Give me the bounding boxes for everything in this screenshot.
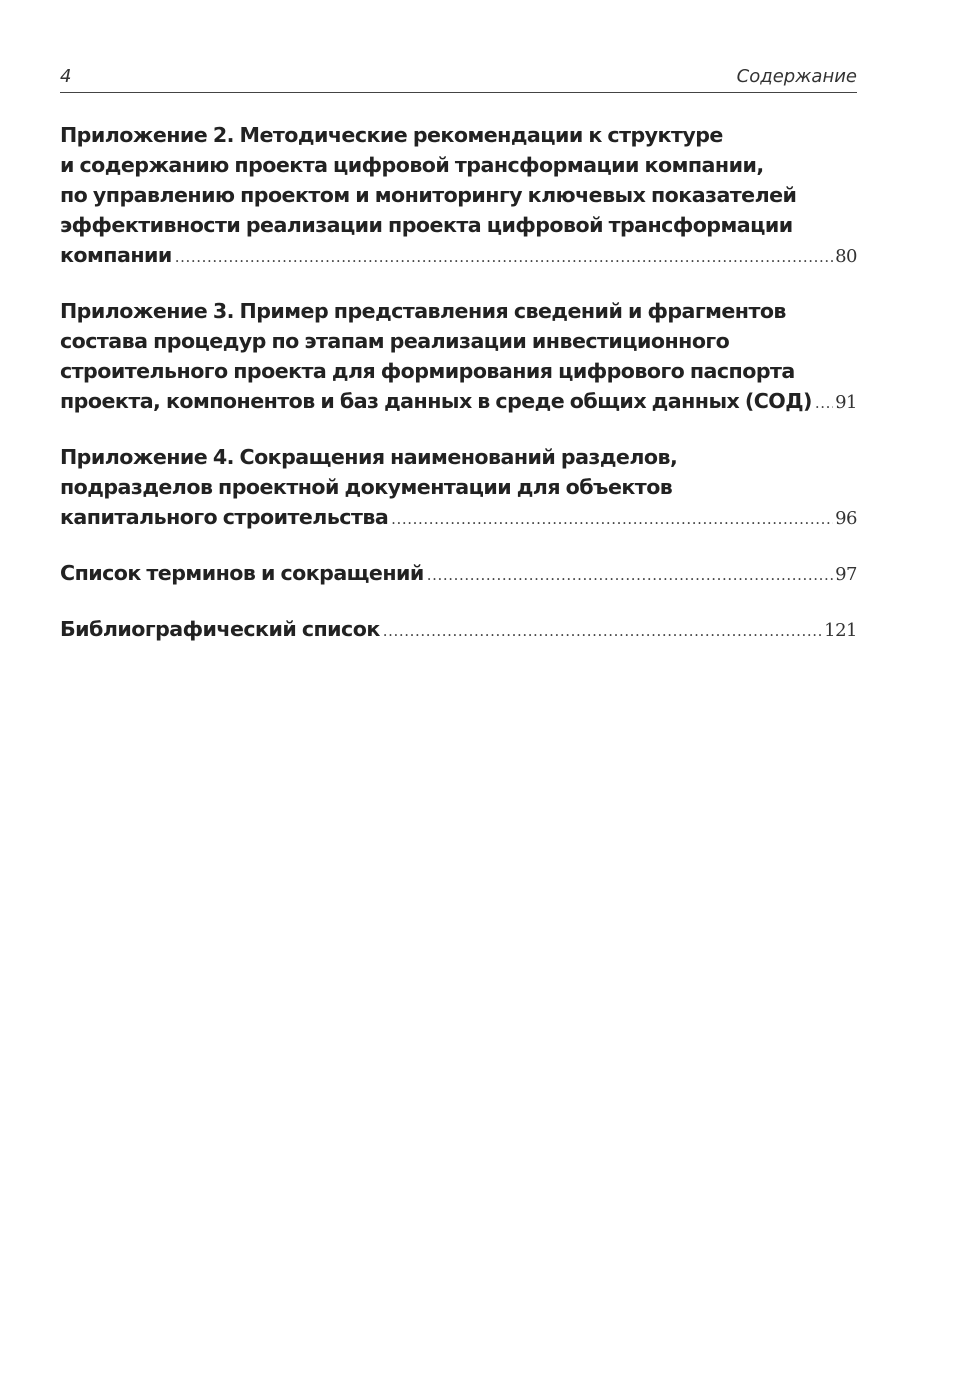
- toc-page-number: 97: [835, 564, 857, 585]
- toc-entry-appendix-2[interactable]: [60, 120, 857, 272]
- toc-entry-title-end: проекта, компонентов и баз данных в среде общих данных (СОД): [60, 389, 812, 413]
- toc-entry-line: строительного проекта для формирования цифрового паспорта: [60, 359, 795, 383]
- toc-entry-line: Приложение 4. Сокращения наименований разделов,: [60, 445, 678, 469]
- toc-entry-title: Библиографический список: [60, 617, 380, 641]
- toc-entry-line: и содержанию проекта цифровой трансформации компании,: [60, 153, 764, 177]
- toc-entry-title: Список терминов и сокращений: [60, 561, 424, 585]
- toc-entry-line: по управлению проектом и мониторингу ключевых показателей: [60, 183, 797, 207]
- toc-entry-line: состава процедур по этапам реализации инвестиционного: [60, 329, 730, 353]
- toc-entry-title-end: компании: [60, 243, 172, 267]
- toc-entry-line: эффективности реализации проекта цифровой трансформации: [60, 213, 793, 237]
- dot-leader: [815, 388, 833, 418]
- toc-page-number: 80: [835, 246, 857, 267]
- toc-page-number: 91: [835, 392, 857, 413]
- dot-leader: [427, 560, 833, 590]
- toc-page-number: 121: [824, 620, 857, 641]
- dot-leader: [383, 616, 822, 646]
- toc-page-number: 96: [835, 508, 857, 529]
- dot-leader: [391, 504, 833, 534]
- toc-entry-terms[interactable]: [60, 558, 857, 590]
- table-of-contents: [60, 120, 857, 646]
- toc-entry-line: Приложение 3. Пример представления сведений и фрагментов: [60, 299, 786, 323]
- toc-entry-line: подразделов проектной документации для объектов: [60, 475, 673, 499]
- toc-entry-appendix-3[interactable]: [60, 296, 857, 418]
- section-title: Содержание: [736, 66, 857, 87]
- toc-entry-line: Приложение 2. Методические рекомендации к структуре: [60, 123, 723, 147]
- document-page: [60, 66, 857, 646]
- toc-entry-appendix-4[interactable]: [60, 442, 857, 534]
- toc-entry-bibliography[interactable]: [60, 614, 857, 646]
- dot-leader: [175, 242, 833, 272]
- page-number: 4: [60, 66, 72, 87]
- running-header: [60, 66, 857, 93]
- toc-entry-title-end: капитального строительства: [60, 505, 389, 529]
